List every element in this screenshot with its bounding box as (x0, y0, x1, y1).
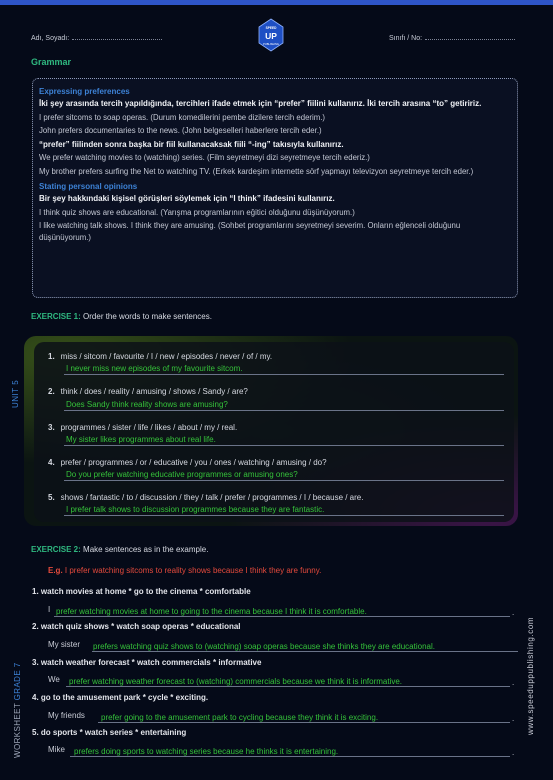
example-text: I prefer watching sitcoms to reality shows because I think they are funny. (64, 566, 322, 575)
ex2-prompt: watch movies at home * go to the cinema * comfortable (40, 587, 251, 596)
example-line: John prefers documentaries to the news. (John belgeselleri haberlere tercih eder.) (39, 126, 322, 135)
class-blank (425, 33, 515, 40)
exercise2-label: EXERCISE 2: (31, 545, 81, 554)
period: . (512, 748, 515, 757)
ex2-subject: My sister (48, 640, 80, 649)
logo-up-text: UP (265, 31, 277, 41)
section-title-opinions: Stating personal opinions (39, 182, 138, 191)
example-line: I like watching talk shows. I think they are amusing. (Sohbet programlarını seyretmeyi severim. Onların eğlenceli olduğunu düşünüyorum.) (39, 221, 461, 242)
ex1-number: 5. (48, 493, 55, 502)
unit-label: UNIT 5 (11, 379, 20, 408)
worksheet-text: WORKSHEET (13, 702, 22, 758)
section-title-preferences: Expressing preferences (39, 87, 130, 96)
ex2-number: 4. (32, 693, 39, 702)
ex2-cue (32, 693, 208, 702)
ex2-subject: We (48, 675, 60, 684)
name-label: Adı, Soyadı: (31, 35, 70, 42)
ex2-answer: prefer watching weather forecast to (watching) commercials because we think it is informative. (69, 677, 403, 686)
example-sentence (48, 566, 321, 575)
ex1-answer: I prefer talk shows to discussion programmes because they are fantastic. (66, 505, 325, 514)
answer-line (54, 616, 510, 617)
ex1-number: 1. (48, 352, 55, 361)
ex1-answer: Does Sandy think reality shows are amusing? (66, 400, 228, 409)
rule-i-think: Bir şey hakkındaki kişisel görüşleri söylemek için “I think” ifadesini kullanırız. (39, 194, 335, 203)
ex1-prompt: prefer / programmes / or / educative / you / ones / watching / amusing / do? (60, 458, 327, 467)
answer-line (92, 651, 518, 652)
ex2-cue (32, 728, 186, 737)
period: . (512, 678, 515, 687)
ex2-cue (32, 587, 251, 596)
rule-ing: “prefer” fiilinden sonra başka bir fiil kullanacaksak fiili “-ing” takısıyla kullanırız. (39, 139, 344, 149)
speedup-logo (258, 18, 284, 52)
ex2-answer: prefer watching movies at home to going to the cinema because I think it is comfortable. (56, 607, 367, 616)
answer-line (64, 374, 504, 375)
exercise1-heading (31, 312, 212, 321)
ex1-question (48, 352, 272, 361)
ex2-number: 1. (32, 587, 39, 596)
top-accent-bar (0, 0, 553, 5)
ex2-prompt: do sports * watch series * entertaining (40, 728, 187, 737)
website-label: www.speeduppublishing.com (526, 616, 535, 735)
ex1-answer: Do you prefer watching educative programmes or amusing ones? (66, 470, 298, 479)
exercise1-label: EXERCISE 1: (31, 312, 81, 321)
period: . (512, 714, 515, 723)
answer-line (70, 756, 510, 757)
ex2-number: 3. (32, 658, 39, 667)
ex2-subject: I (48, 605, 51, 614)
example-line: We prefer watching movies to (watching) series. (Film seyretmeyi dizi seyretmeye tercih ederiz.) (39, 153, 370, 162)
ex1-prompt: think / does / reality / amusing / shows / Sandy / are? (60, 387, 248, 396)
ex2-prompt: watch weather forecast * watch commercials * informative (40, 658, 262, 667)
example-line: My brother prefers surfing the Net to watching TV. (Erkek kardeşim internette sörf yapmayı televizyon seyretmeye tercih eder.) (39, 166, 474, 176)
example-label: E.g. (48, 566, 63, 575)
grammar-title: Grammar (31, 57, 72, 67)
ex2-number: 2. (32, 622, 39, 631)
exercise1-instruction: Order the words to make sentences. (83, 312, 212, 321)
ex2-cue (32, 622, 241, 631)
answer-line (64, 410, 504, 411)
ex2-cue (32, 658, 261, 667)
ex2-answer: prefer going to the amusement park to cycling because they think it is exciting. (101, 713, 379, 722)
answer-line (64, 515, 504, 516)
ex2-prompt: watch quiz shows * watch soap operas * educational (40, 622, 241, 631)
ex2-subject: My friends (48, 711, 85, 720)
exercise2-heading (31, 545, 208, 554)
exercise2-instruction: Make sentences as in the example. (83, 545, 209, 554)
name-blank (72, 33, 162, 40)
rule-prefer: İki şey arasında tercih yapıldığında, tercihleri ifade etmek için “prefer” fiilini kullanırız. İki tercih arasına “to” getiririz. (39, 99, 482, 108)
ex1-question (48, 423, 237, 432)
ex1-prompt: programmes / sister / life / likes / about / my / real. (60, 423, 238, 432)
class-field (389, 33, 515, 42)
ex1-answer: My sister likes programmes about real life. (66, 435, 216, 444)
ex1-number: 4. (48, 458, 55, 467)
ex2-answer: prefers watching quiz shows to (watching) soap operas because she thinks they are educational. (93, 642, 435, 651)
logo-publishing-text: PUBLISHING (263, 43, 279, 46)
answer-line (98, 722, 510, 723)
ex1-question (48, 458, 327, 467)
ex1-question (48, 387, 248, 396)
worksheet-grade-label (13, 662, 22, 758)
ex1-question (48, 493, 363, 502)
ex2-prompt: go to the amusement park * cycle * exciting. (40, 693, 209, 702)
answer-line (66, 686, 510, 687)
ex2-subject: Mike (48, 745, 65, 754)
ex2-number: 5. (32, 728, 39, 737)
ex1-number: 2. (48, 387, 55, 396)
ex1-prompt: miss / sitcom / favourite / I / new / episodes / never / of / my. (60, 352, 273, 361)
answer-line (64, 445, 504, 446)
period: . (512, 608, 515, 617)
grammar-box (32, 78, 518, 298)
example-line: I prefer sitcoms to soap operas. (Durum komedilerini pembe dizilere tercih ederim.) (39, 112, 325, 122)
ex1-prompt: shows / fantastic / to / discussion / they / talk / prefer / programmes / I / because / are. (60, 493, 364, 502)
ex1-number: 3. (48, 423, 55, 432)
class-label: Sınıfı / No: (389, 35, 423, 42)
grade-text: GRADE 7 (13, 662, 22, 701)
name-field (31, 33, 162, 42)
ex2-answer: prefers doing sports to watching series because he thinks it is entertaining. (74, 747, 339, 756)
answer-line (64, 480, 504, 481)
ex1-answer: I never miss new episodes of my favourite sitcom. (66, 364, 243, 373)
example-line: I think quiz shows are educational. (Yarışma programlarının eğitici olduğunu düşünüyorum.) (39, 207, 355, 217)
logo-speed-text: SPEED (265, 26, 277, 30)
